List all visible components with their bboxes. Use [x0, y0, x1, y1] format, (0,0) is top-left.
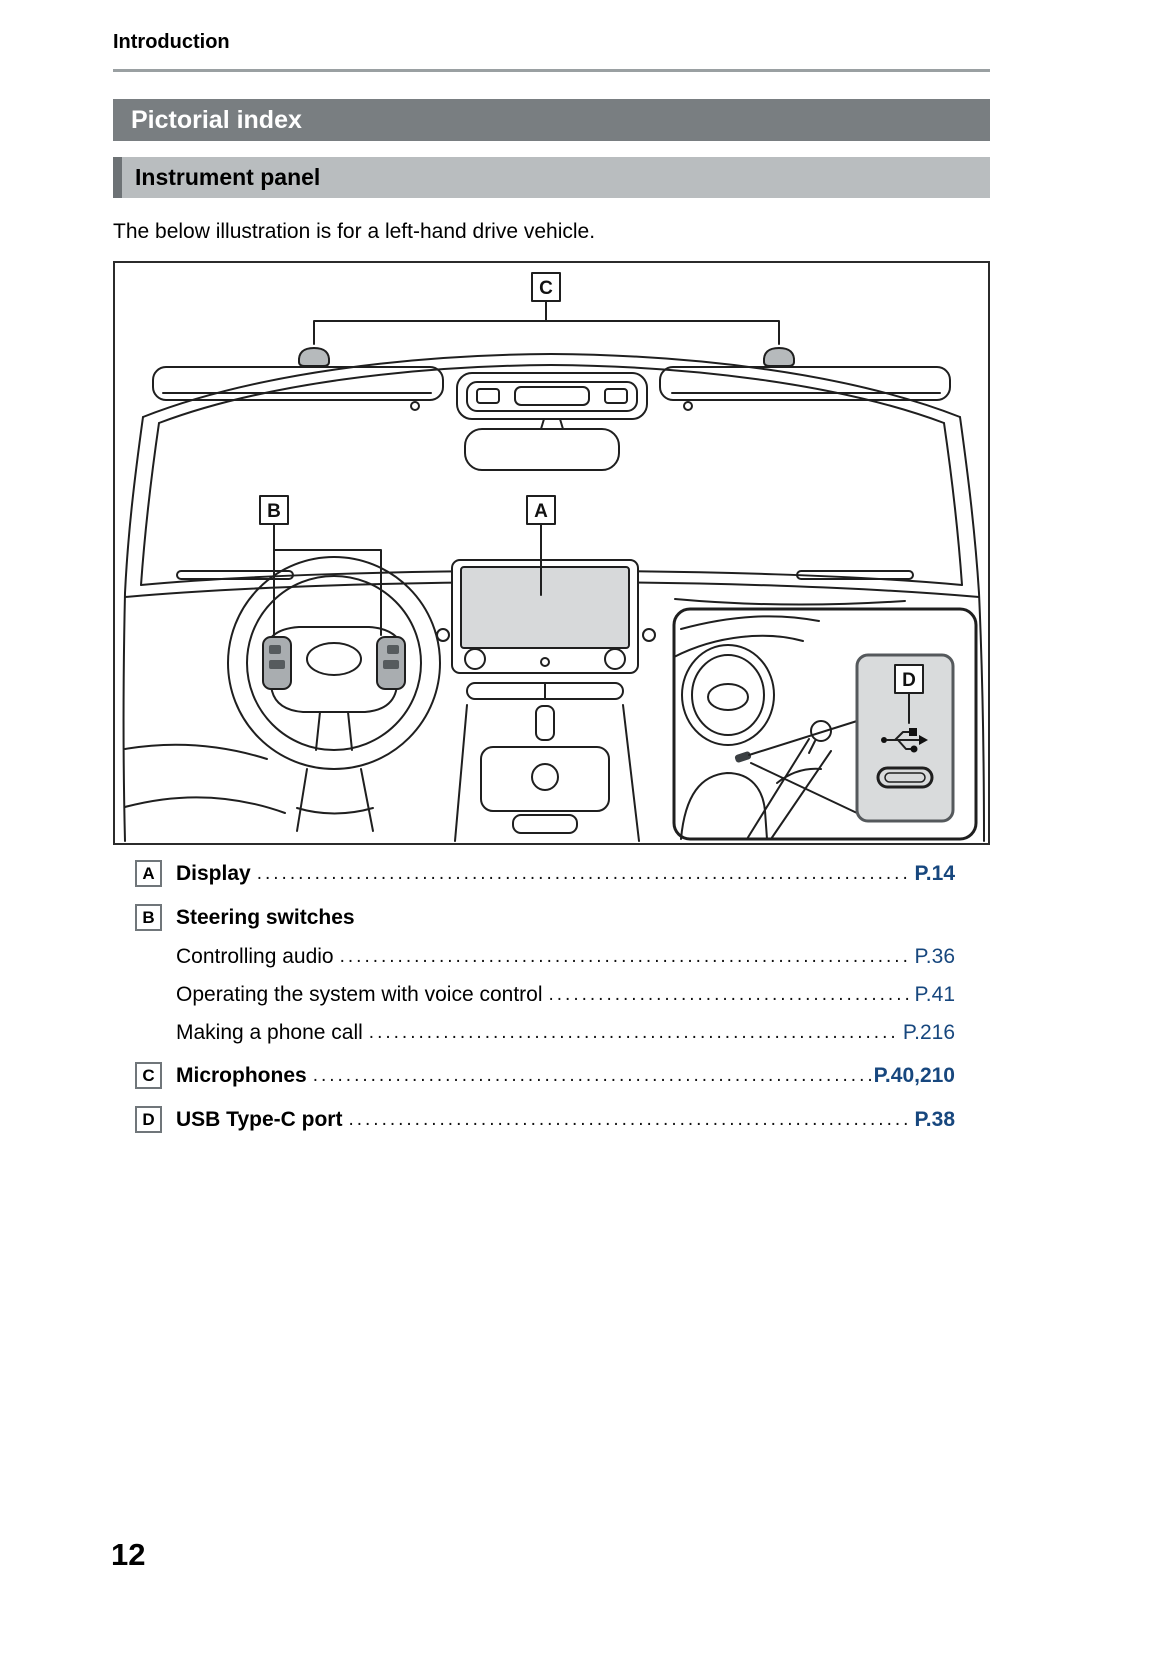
display-unit [437, 560, 655, 673]
overhead-console [457, 373, 647, 419]
instrument-panel-drawing [115, 263, 988, 843]
page-reference-phone-call[interactable]: P.216 [902, 1021, 955, 1044]
rearview-mirror [465, 419, 619, 470]
banner-accent-bar [113, 157, 122, 198]
index-subitem-controlling-audio [113, 945, 990, 969]
callout-key-a: A [135, 860, 162, 887]
center-console [455, 683, 639, 841]
header-rule [113, 69, 990, 72]
index-item-display [113, 860, 990, 887]
leader-dots [257, 863, 912, 885]
index-subitem-voice-control [113, 983, 990, 1007]
pictorial-index-list [113, 860, 990, 1133]
leader-dots [369, 1021, 900, 1045]
index-label-steering-switches: Steering switches [176, 905, 355, 929]
callout-key-d: D [135, 1106, 162, 1133]
page-reference-voice-control[interactable]: P.41 [914, 983, 955, 1006]
passenger-dash [675, 599, 905, 605]
callout-key-c: C [135, 1062, 162, 1089]
leader-dots [340, 945, 912, 969]
index-item-steering-switches [113, 904, 990, 931]
page-reference-display[interactable]: P.14 [914, 861, 955, 885]
banner-pictorial-index-label: Pictorial index [131, 105, 302, 134]
subitem-label-controlling-audio: Controlling audio [176, 945, 334, 968]
leader-dots [313, 1065, 871, 1087]
callout-c-label: C [539, 278, 553, 299]
index-item-usb-port [113, 1106, 990, 1133]
subitem-label-voice-control: Operating the system with voice control [176, 983, 543, 1006]
callout-d-label: D [902, 670, 916, 691]
index-subitem-phone-call [113, 1021, 990, 1045]
callout-b-label: B [267, 501, 281, 522]
leader-dots [549, 983, 912, 1007]
index-label-microphones: Microphones [176, 1063, 307, 1087]
index-label-display: Display [176, 861, 251, 885]
leader-dots [348, 1109, 911, 1131]
page-reference-microphones[interactable]: P.40,210 [873, 1063, 955, 1087]
banner-instrument-panel-label: Instrument panel [135, 164, 321, 190]
intro-text: The below illustration is for a left-hand drive vehicle. [113, 220, 596, 243]
index-label-usb-port: USB Type-C port [176, 1107, 343, 1131]
steering-wheel [228, 557, 440, 831]
section-title: Introduction [113, 31, 230, 53]
page-number: 12 [111, 1537, 146, 1572]
index-item-microphones [113, 1062, 990, 1089]
callout-key-b: B [135, 904, 162, 931]
page-reference-controlling-audio[interactable]: P.36 [914, 945, 955, 968]
instrument-panel-figure [113, 261, 990, 845]
subitem-label-phone-call: Making a phone call [176, 1021, 363, 1044]
callout-a-label: A [534, 501, 548, 522]
banner-instrument-panel [113, 157, 990, 198]
banner-pictorial-index [113, 99, 990, 141]
page-reference-usb-port[interactable]: P.38 [914, 1107, 955, 1131]
